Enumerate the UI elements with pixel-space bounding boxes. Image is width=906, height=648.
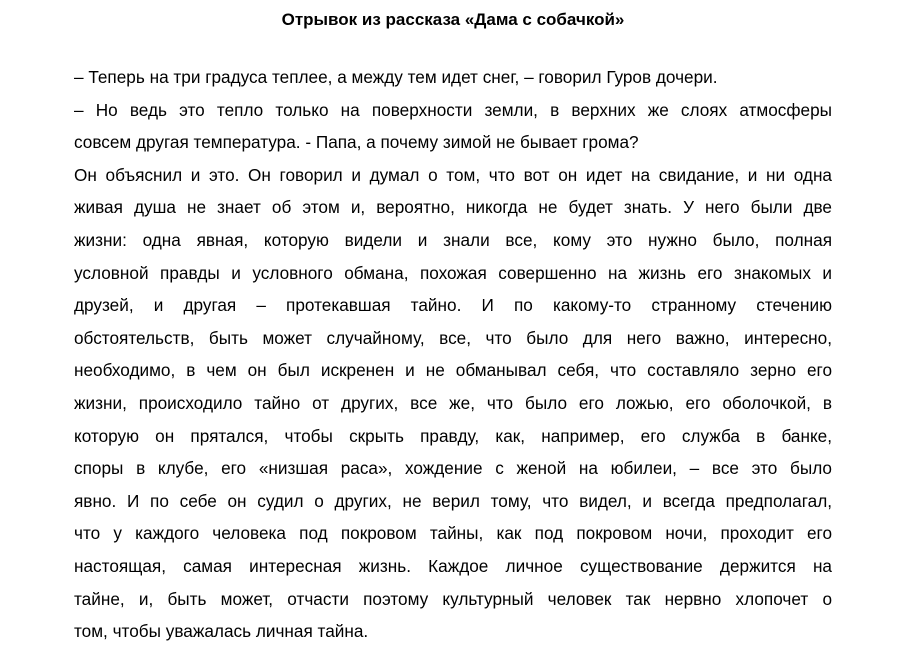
text-line: условной правды и условного обмана, похожая совершенно на жизнь его знакомых и: [74, 262, 832, 283]
text-line: совсем другая температура. - Папа, а почему зимой не бывает грома?: [74, 132, 639, 153]
text-line: – Но ведь это тепло только на поверхности земли, в верхних же слоях атмосферы: [74, 99, 832, 120]
text-line: жизни: одна явная, которую видели и знали все, кому это нужно было, полная: [74, 229, 832, 250]
text-line: что у каждого человека под покровом тайны, как под покровом ночи, проходит его: [74, 523, 832, 544]
document-page: [74, 8, 832, 648]
text-line: Он объяснил и это. Он говорил и думал о том, что вот он идет на свидание, и ни одна: [74, 164, 832, 185]
text-line: необходимо, в чем он был искренен и не обманывал себя, что составляло зерно его: [74, 360, 832, 381]
document-body: [74, 61, 832, 648]
text-line: которую он прятался, чтобы скрыть правду, как, например, его служба в банке,: [74, 425, 832, 446]
text-line: явно. И по себе он судил о других, не верил тому, что видел, и всегда предполагал,: [74, 490, 832, 511]
text-line: друзей, и другая – протекавшая тайно. И по какому-то странному стечению: [74, 295, 832, 316]
text-line: жизни, происходило тайно от других, все же, что было его ложью, его оболочкой, в: [74, 392, 832, 413]
text-line: обстоятельств, быть может случайному, все, что было для него важно, интересно,: [74, 327, 832, 348]
text-line: том, чтобы уважалась личная тайна.: [74, 621, 369, 642]
text-line: настоящая, самая интересная жизнь. Каждое личное существование держится на: [74, 555, 832, 576]
text-line: споры в клубе, его «низшая раса», хождение с женой на юбилеи, – все это было: [74, 458, 832, 479]
text-line: – Теперь на три градуса теплее, а между тем идет снег, – говорил Гуров дочери.: [74, 67, 718, 87]
text-line: живая душа не знает об этом и, вероятно, никогда не будет знать. У него были две: [74, 197, 832, 218]
text-line: тайне, и, быть может, отчасти поэтому культурный человек так нервно хлопочет о: [74, 588, 832, 609]
document-title: Отрывок из рассказа «Дама с собачкой»: [281, 10, 625, 29]
